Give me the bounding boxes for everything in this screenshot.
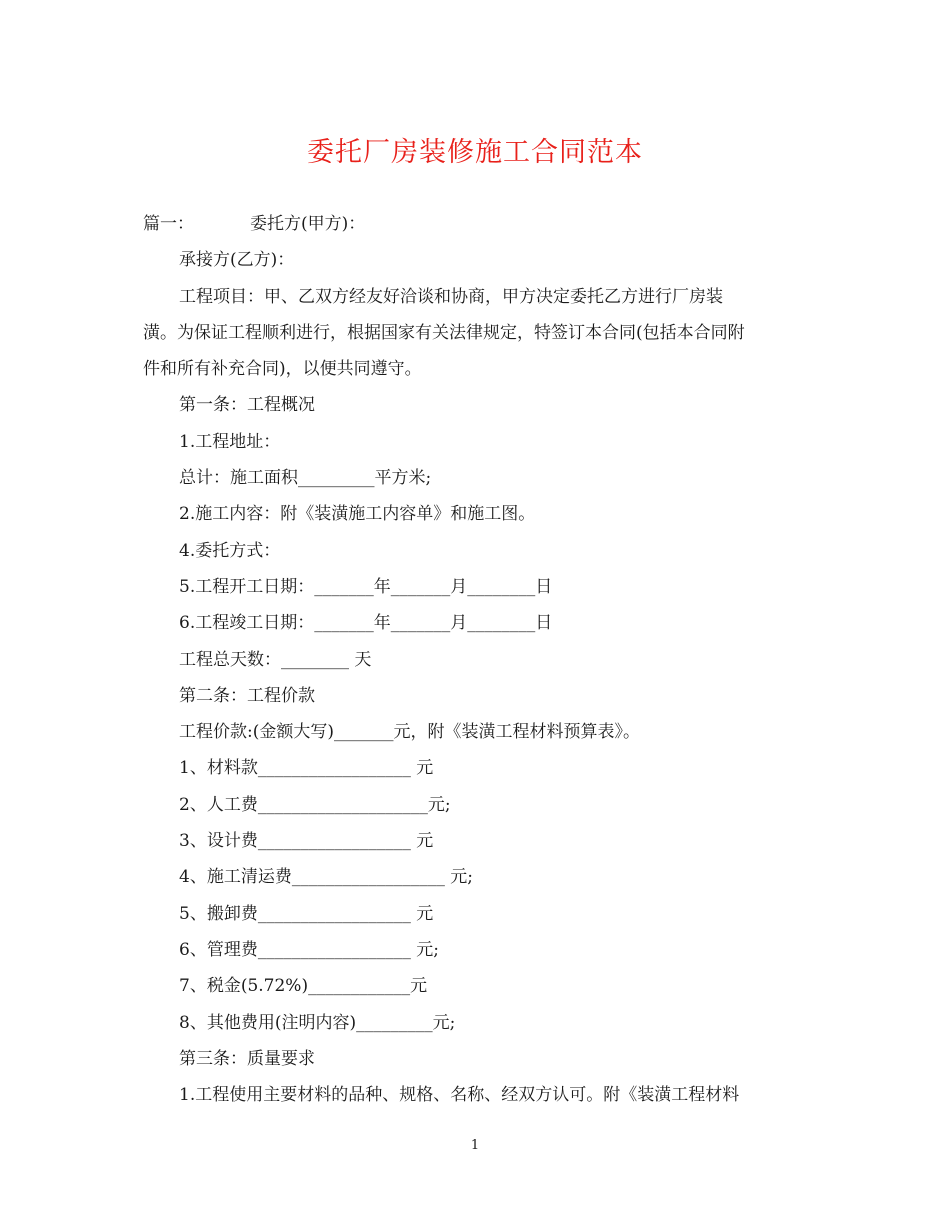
paragraph-line: 8、其他费用(注明内容)_________元; [179, 1012, 456, 1033]
paragraph-line: 第一条：工程概况 [179, 395, 315, 416]
paragraph-line: 第三条：质量要求 [179, 1048, 315, 1069]
paragraph-line: 工程价款:(金额大写)_______元，附《装潢工程材料预算表》。 [179, 722, 640, 743]
paragraph-line: 4.委托方式： [179, 540, 281, 561]
paragraph-line: 工程项目：甲、乙双方经友好洽谈和协商，甲方决定委托乙方进行厂房装 [179, 286, 723, 307]
paragraph-line: 1.工程地址： [179, 431, 281, 452]
paragraph-line: 1.工程使用主要材料的品种、规格、名称、经双方认可。附《装潢工程材料 [179, 1085, 740, 1106]
document-title: 委托厂房装修施工合同范本 [307, 137, 643, 168]
section-label: 篇一： [143, 214, 194, 234]
paragraph-line: 1、材料款__________________ 元 [179, 758, 434, 779]
paragraph-line: 承接方(乙方)： [179, 250, 295, 271]
paragraph-line: 2.施工内容：附《装潢施工内容单》和施工图。 [179, 504, 536, 525]
paragraph-line: 5、搬卸费__________________ 元 [179, 903, 434, 924]
paragraph-line: 4、施工清运费__________________ 元; [179, 867, 473, 888]
paragraph-line: 3、设计费__________________ 元 [179, 831, 434, 852]
paragraph-line: 潢。为保证工程顺利进行，根据国家有关法律规定，特签订本合同(包括本合同附 [143, 322, 745, 343]
party-a-label: 委托方(甲方)： [250, 214, 366, 234]
paragraph-line: 总计：施工面积_________平方米; [179, 468, 432, 489]
paragraph-line: 第二条：工程价款 [179, 685, 315, 706]
document-body [143, 206, 808, 1113]
paragraph-line: 7、税金(5.72%)____________元 [179, 976, 428, 997]
paragraph-line: 6、管理费__________________ 元; [179, 939, 439, 960]
paragraph-line: 2、人工费____________________元; [179, 794, 451, 815]
paragraph-line: 6.工程竣工日期：_______年_______月________日 [179, 613, 553, 634]
paragraph-line: 5.工程开工日期：_______年_______月________日 [179, 576, 553, 597]
paragraph-line [143, 206, 808, 242]
paragraph-line: 工程总天数：________ 天 [179, 649, 372, 670]
page-number: 1 [470, 1138, 480, 1153]
paragraph-line: 件和所有补充合同)，以便共同遵守。 [143, 359, 422, 380]
